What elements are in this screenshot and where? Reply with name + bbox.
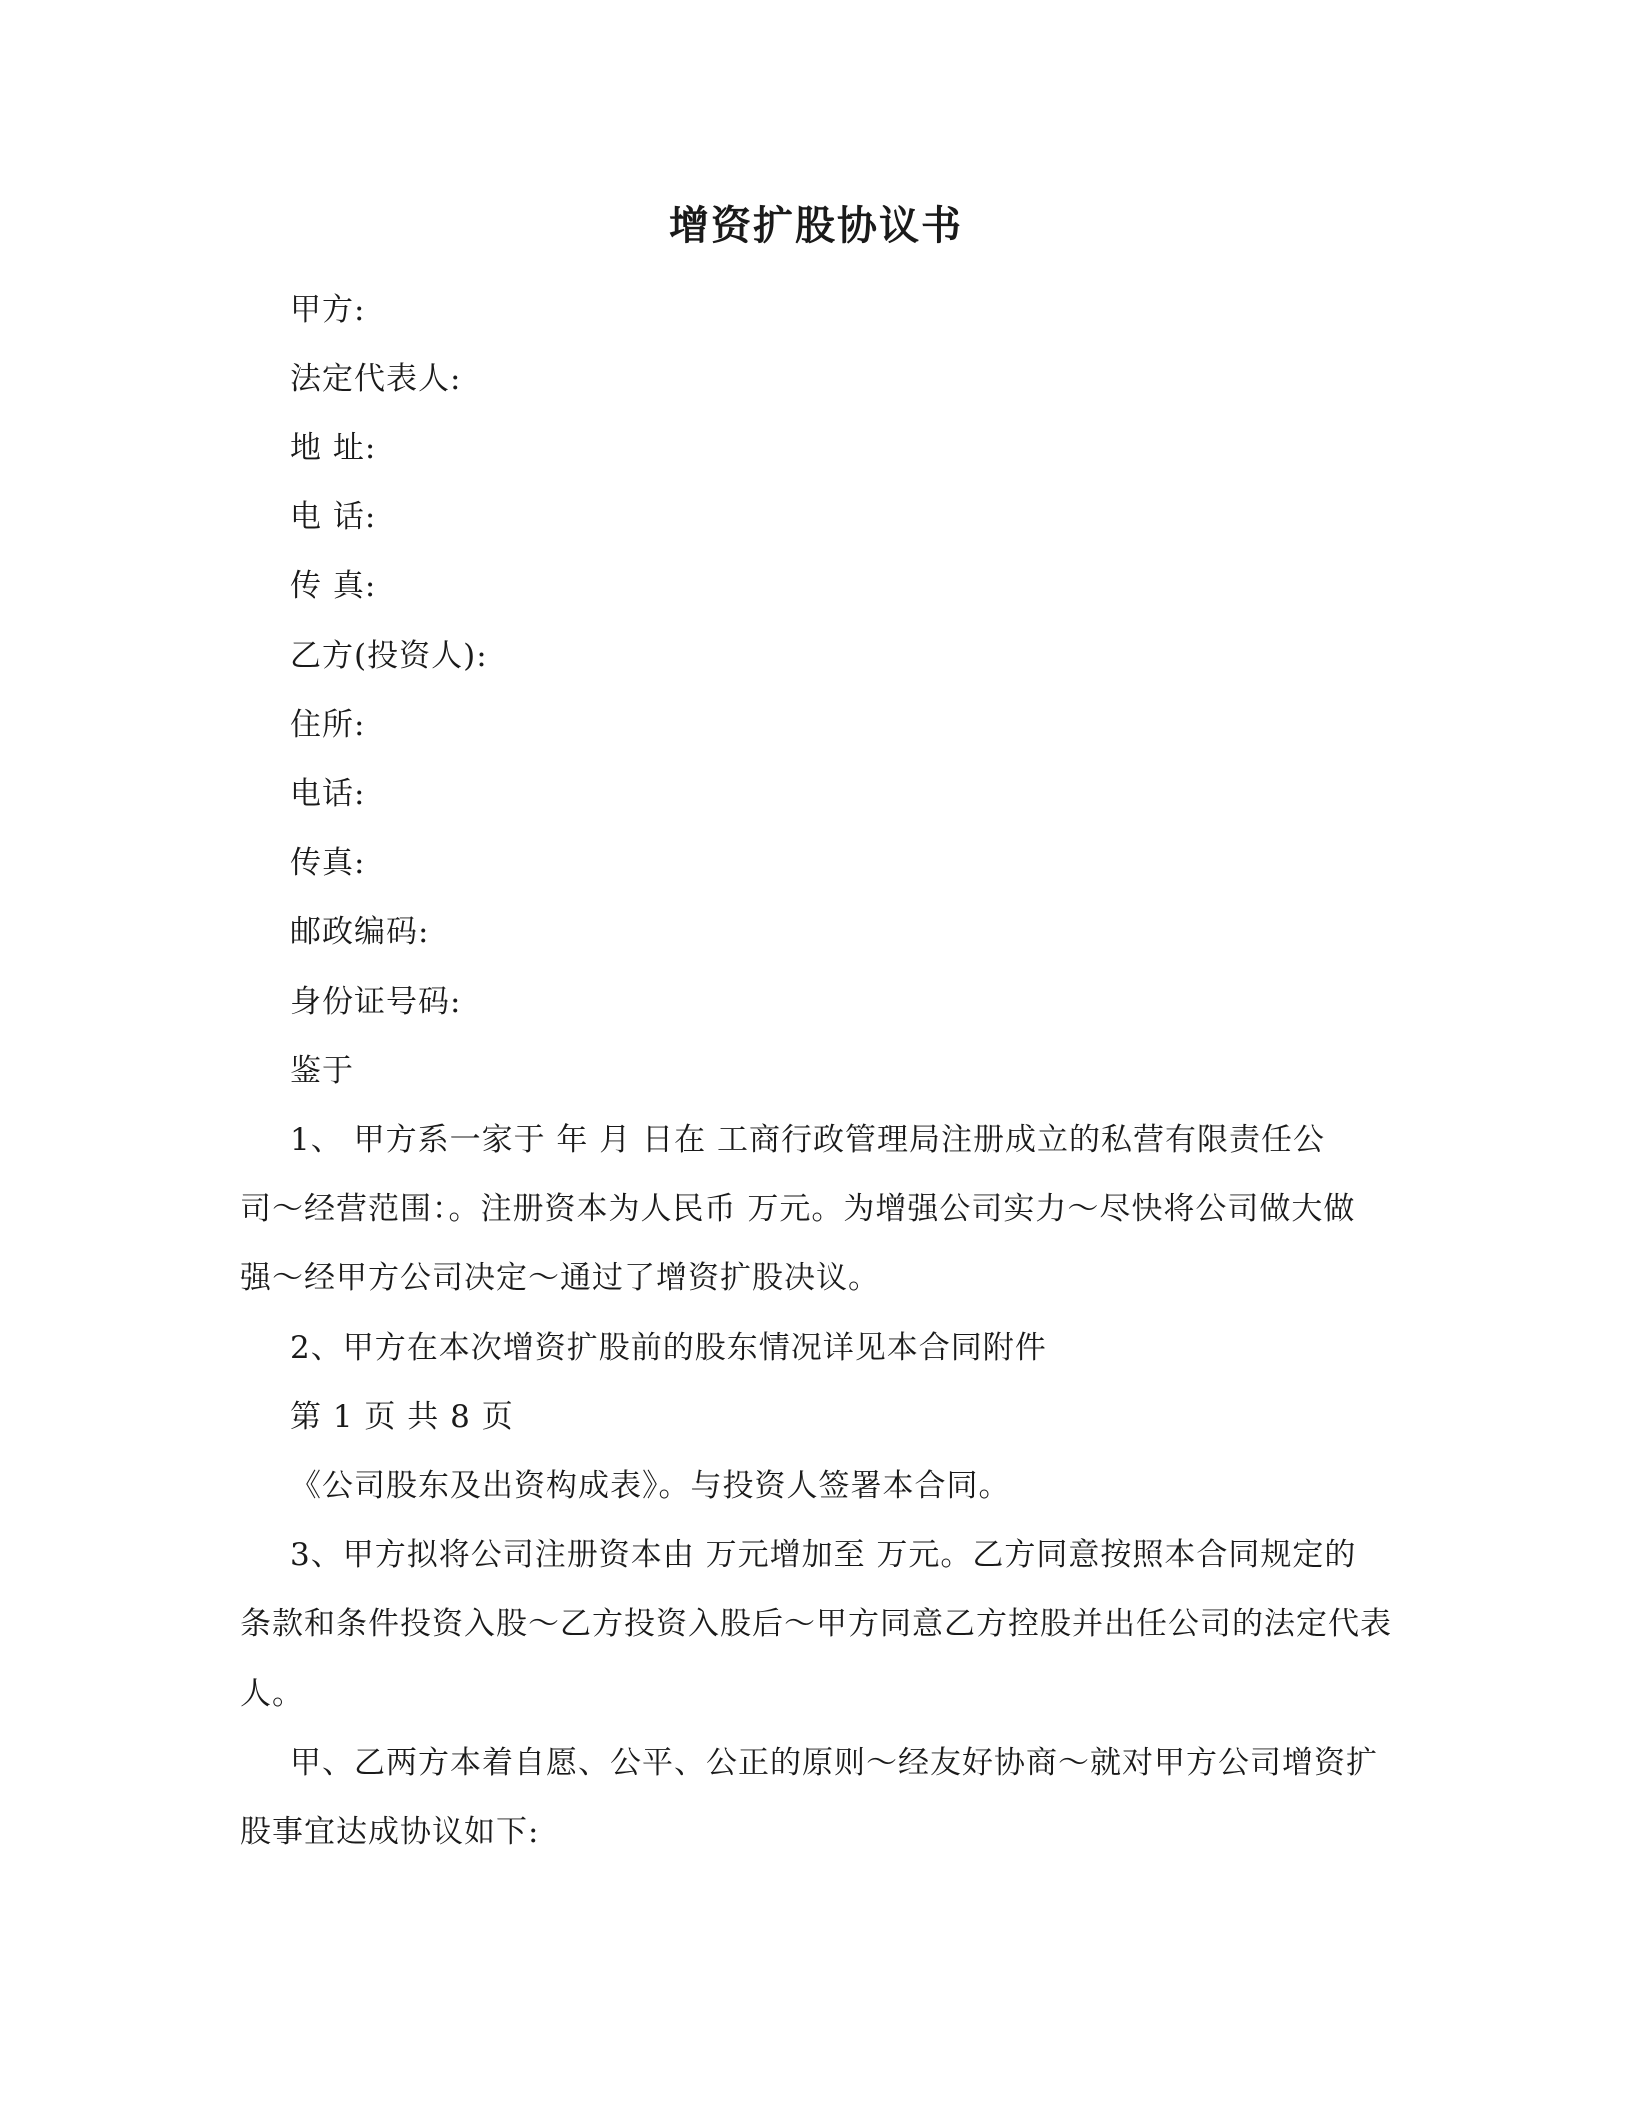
party-a-fax: 传 真:: [290, 568, 377, 604]
party-b-postal-code: 邮政编码:: [290, 914, 430, 950]
preamble-line1: 甲、乙两方本着自愿、公平、公正的原则～经友好协商～就对甲方公司增资扩: [290, 1745, 1378, 1781]
clause3-line1: 3、甲方拟将公司注册资本由 万元增加至 万元。乙方同意按照本合同规定的: [290, 1537, 1357, 1573]
party-b-fax: 传真:: [290, 845, 366, 881]
party-a-label: 甲方:: [290, 292, 366, 328]
party-b-phone: 电话:: [290, 776, 366, 812]
document-title: 增资扩股协议书: [669, 202, 963, 249]
clause3-line2: 条款和条件投资入股～乙方投资入股后～甲方同意乙方控股并出任公司的法定代表: [240, 1606, 1392, 1642]
party-a-legal-rep: 法定代表人:: [290, 361, 462, 397]
party-b-label: 乙方(投资人):: [290, 638, 488, 674]
party-a-address: 地 址:: [290, 430, 377, 466]
clause2-continuation: 《公司股东及出资构成表》。与投资人签署本合同。: [290, 1468, 1011, 1504]
clause2-line1: 2、甲方在本次增资扩股前的股东情况详见本合同附件: [290, 1330, 1047, 1366]
clause3-line3: 人。: [240, 1676, 304, 1712]
whereas-heading: 鉴于: [290, 1053, 354, 1089]
clause1-line3: 强～经甲方公司决定～通过了增资扩股决议。: [240, 1260, 880, 1296]
preamble-line2: 股事宜达成协议如下:: [240, 1814, 540, 1850]
page-number: 第 1 页 共 8 页: [290, 1399, 514, 1435]
clause1-line1: 1、 甲方系一家于 年 月 日在 工商行政管理局注册成立的私营有限责任公: [290, 1122, 1325, 1158]
party-b-residence: 住所:: [290, 707, 366, 743]
party-b-id-number: 身份证号码:: [290, 984, 462, 1020]
party-a-phone: 电 话:: [290, 499, 377, 535]
clause1-line2: 司～经营范围：。注册资本为人民币 万元。为增强公司实力～尽快将公司做大做: [240, 1191, 1356, 1227]
